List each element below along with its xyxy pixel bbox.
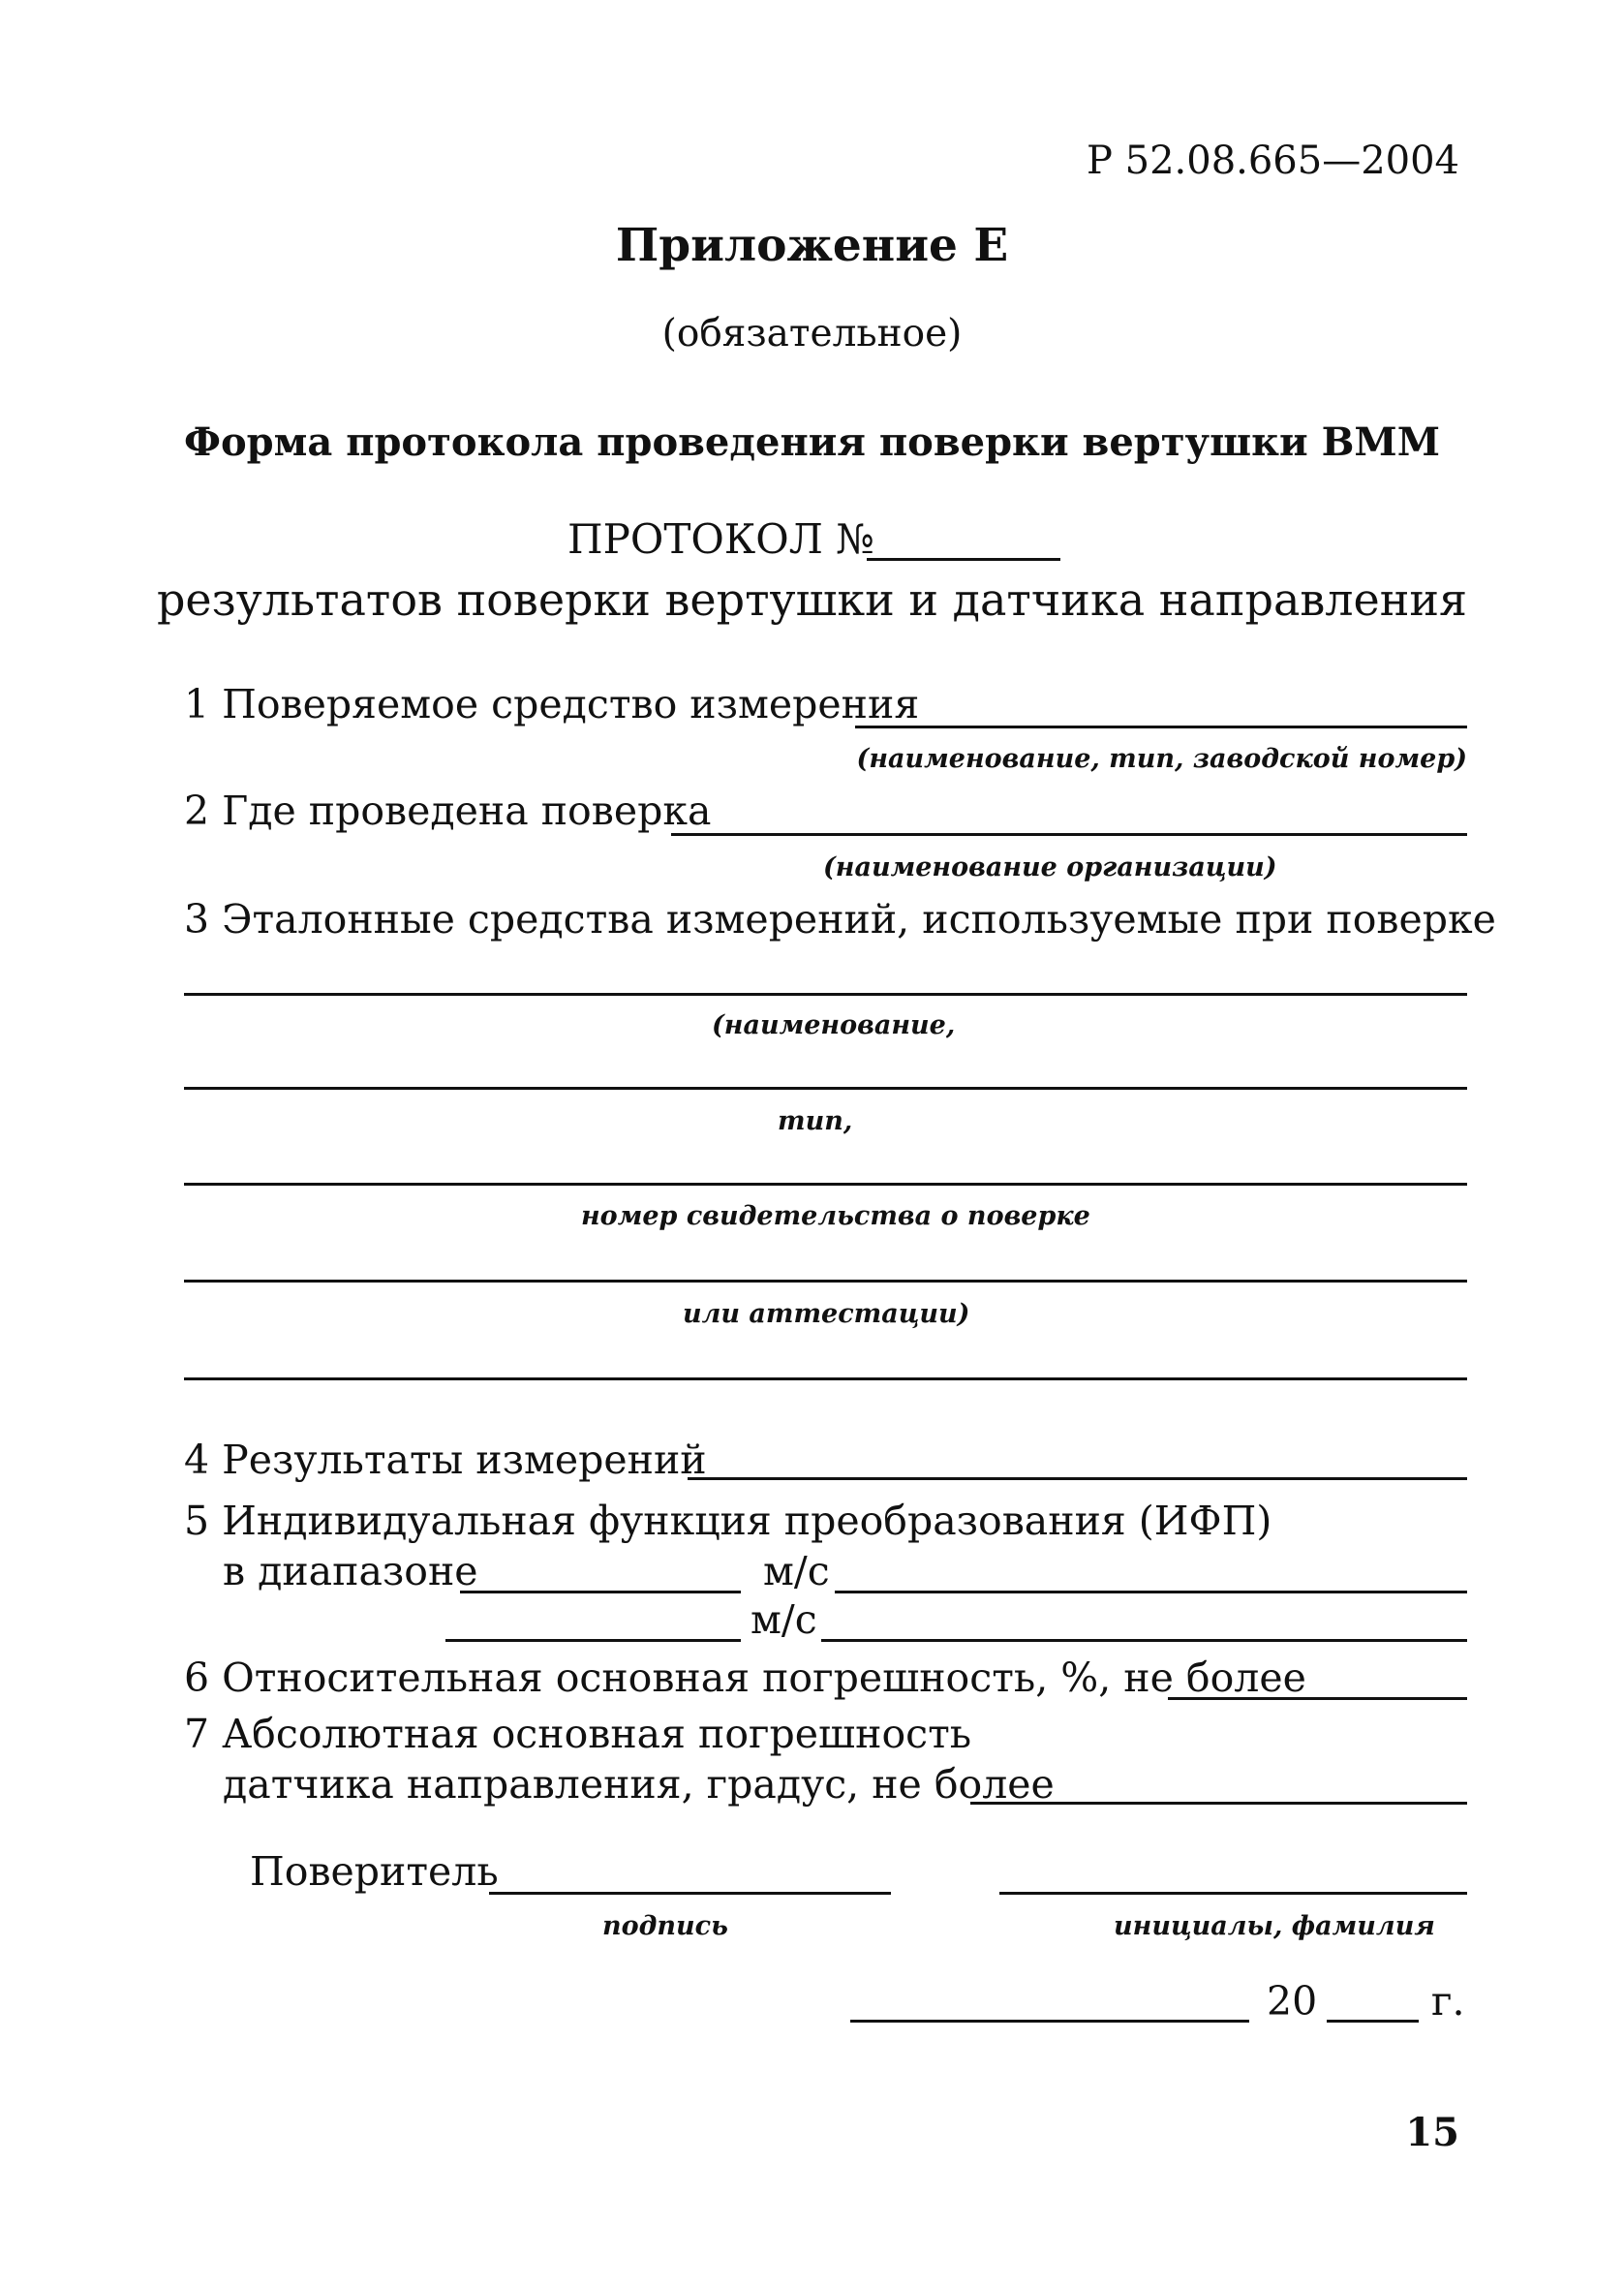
item3-field-1[interactable]: [184, 993, 1467, 996]
document-code: Р 52.08.665—2004: [1087, 139, 1459, 183]
protocol-title: ПРОТОКОЛ №: [567, 515, 874, 563]
range-from-field-1[interactable]: [460, 1591, 741, 1593]
date-field[interactable]: [850, 2020, 1249, 2023]
item5-range-label: в диапазоне: [223, 1548, 478, 1594]
form-title: Форма протокола проведения поверки вертушки ВММ: [184, 419, 1440, 465]
protocol-number-field[interactable]: [867, 558, 1060, 561]
protocol-subtitle: результатов поверки вертушки и датчика направления: [156, 573, 1468, 626]
item3-field-4[interactable]: [184, 1280, 1467, 1283]
item1-label: 1 Поверяемое средство измерения: [184, 681, 920, 727]
unit-ms-1: м/с: [763, 1548, 830, 1594]
item3-caption-4: или аттестации): [683, 1299, 970, 1329]
item3-label: 3 Эталонные средства измерений, используемые при поверке: [184, 896, 1496, 943]
item6-label: 6 Относительная основная погрешность, %, не более: [184, 1654, 1306, 1701]
appendix-status: (обязательное): [661, 312, 963, 356]
item3-caption-1: (наименование,: [712, 1010, 956, 1040]
item3-caption-2: тип,: [778, 1106, 853, 1136]
year-field[interactable]: [1327, 2020, 1419, 2023]
item4-field[interactable]: [688, 1477, 1467, 1480]
item2-field[interactable]: [671, 833, 1467, 836]
item6-field[interactable]: [1168, 1697, 1467, 1700]
verifier-label: Поверитель: [250, 1848, 499, 1895]
range-from-field-2[interactable]: [445, 1639, 741, 1642]
item7-label-line1: 7 Абсолютная основная погрешность: [184, 1711, 972, 1757]
item2-label: 2 Где проведена поверка: [184, 788, 712, 834]
item1-caption: (наименование, тип, заводской номер): [856, 744, 1467, 774]
item3-field-3[interactable]: [184, 1183, 1467, 1186]
item7-field[interactable]: [970, 1802, 1467, 1805]
item4-label: 4 Результаты измерений: [184, 1437, 707, 1483]
item3-caption-3: номер свидетельства о поверке: [581, 1201, 1090, 1231]
year-suffix: г.: [1431, 1978, 1465, 2025]
item2-caption: (наименование организации): [823, 852, 1277, 882]
appendix-title: Приложение Е: [615, 219, 1009, 272]
range-to-field-1[interactable]: [835, 1591, 1467, 1593]
unit-ms-2: м/с: [751, 1596, 817, 1643]
name-field[interactable]: [999, 1892, 1467, 1895]
item3-field-5[interactable]: [184, 1377, 1467, 1380]
page-number: 15: [1405, 2110, 1459, 2155]
item3-field-2[interactable]: [184, 1087, 1467, 1090]
item1-field[interactable]: [855, 726, 1467, 728]
name-caption: инициалы, фамилия: [1114, 1911, 1435, 1941]
item5-label: 5 Индивидуальная функция преобразования (ИФП): [184, 1498, 1272, 1544]
signature-caption: подпись: [602, 1911, 728, 1941]
signature-field[interactable]: [489, 1892, 891, 1895]
year-prefix: 20: [1267, 1978, 1318, 2025]
range-to-field-2[interactable]: [821, 1639, 1467, 1642]
item7-label-line2: датчика направления, градус, не более: [223, 1761, 1055, 1808]
